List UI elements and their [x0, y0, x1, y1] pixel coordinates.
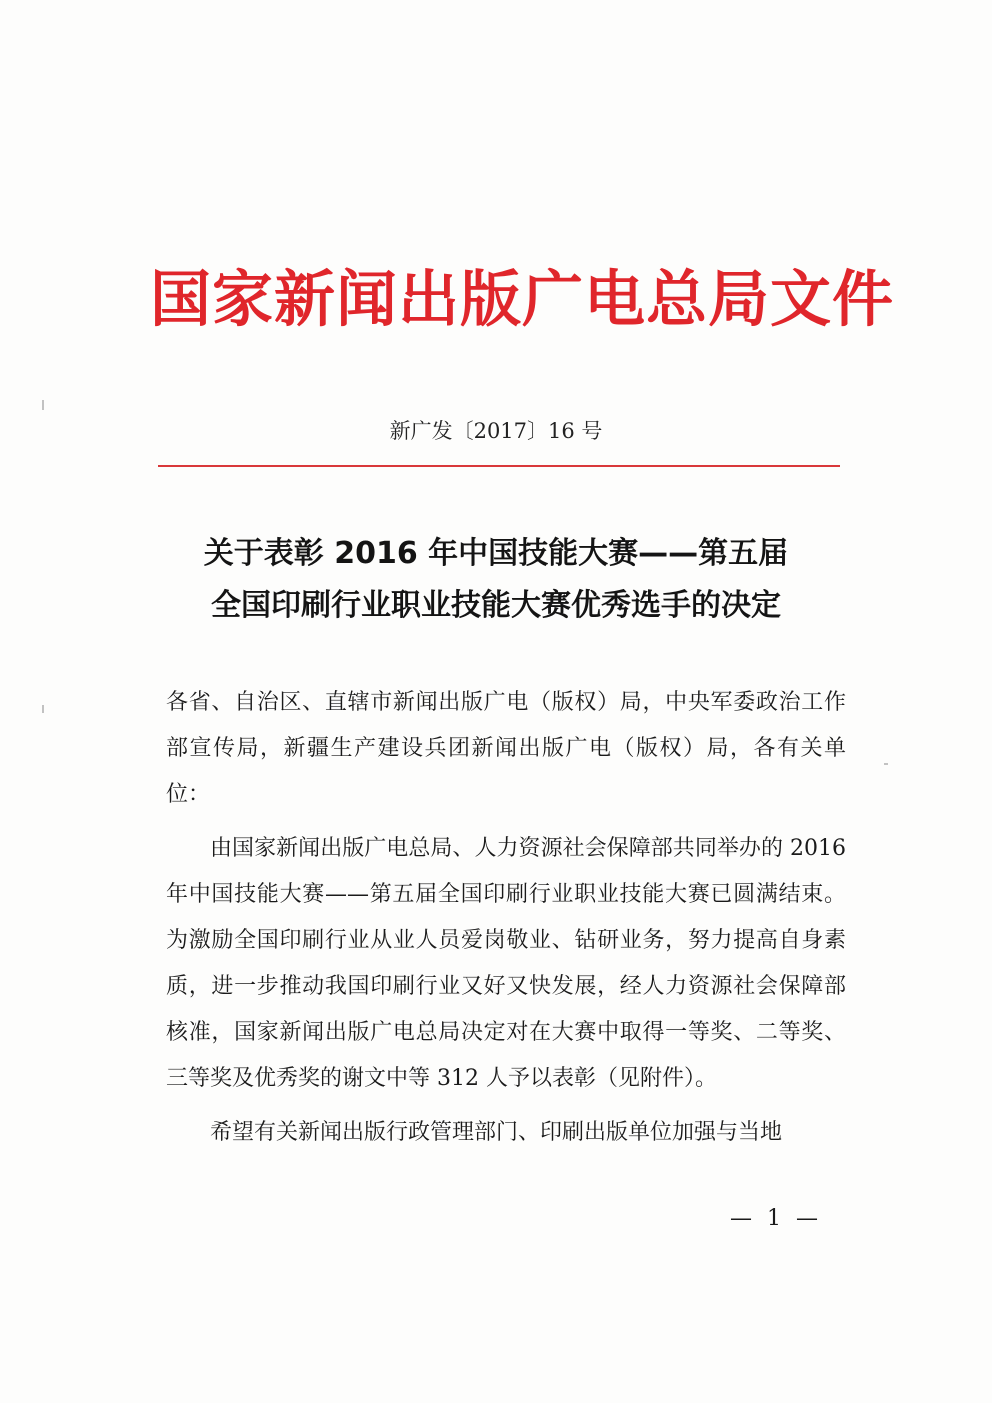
- title-line-2: 全国印刷行业职业技能大赛优秀选手的决定: [211, 588, 781, 623]
- body-paragraph-1: 由国家新闻出版广电总局、人力资源社会保障部共同举办的 2016 年中国技能大赛——第五届全国印刷行业职业技能大赛已圆满结束。为激励全国印刷行业从业人员爱岗敬业、钻研业务，努力提高自身素质，进一步推动我国印刷行业又好又快发展，经人力资源社会保障部核准，国家新闻出版广电总局决定对在大赛中取得一等奖、二等奖、三等奖及优秀奖的谢文中等 312 人予以表彰（见附件）。: [166, 836, 846, 1091]
- scan-speck: [42, 400, 44, 410]
- scan-speck: [42, 705, 44, 713]
- page-number: — 1 —: [730, 1206, 822, 1231]
- body-paragraph-2: 希望有关新闻出版行政管理部门、印刷出版单位加强与当地: [210, 1120, 783, 1145]
- scan-speck: [884, 763, 888, 765]
- red-divider-rule: [158, 465, 840, 467]
- document-body: [166, 680, 846, 1164]
- document-title: [0, 528, 992, 632]
- masthead-title: 国家新闻出版广电总局文件: [150, 264, 895, 335]
- salutation-paragraph: 各省、自治区、直辖市新闻出版广电（版权）局，中央军委政治工作部宣传局，新疆生产建设兵团新闻出版广电（版权）局，各有关单位：: [166, 690, 846, 807]
- title-line-1: 关于表彰 2016 年中国技能大赛——第五届: [203, 536, 789, 571]
- document-number: 新广发〔2017〕16 号: [389, 419, 603, 443]
